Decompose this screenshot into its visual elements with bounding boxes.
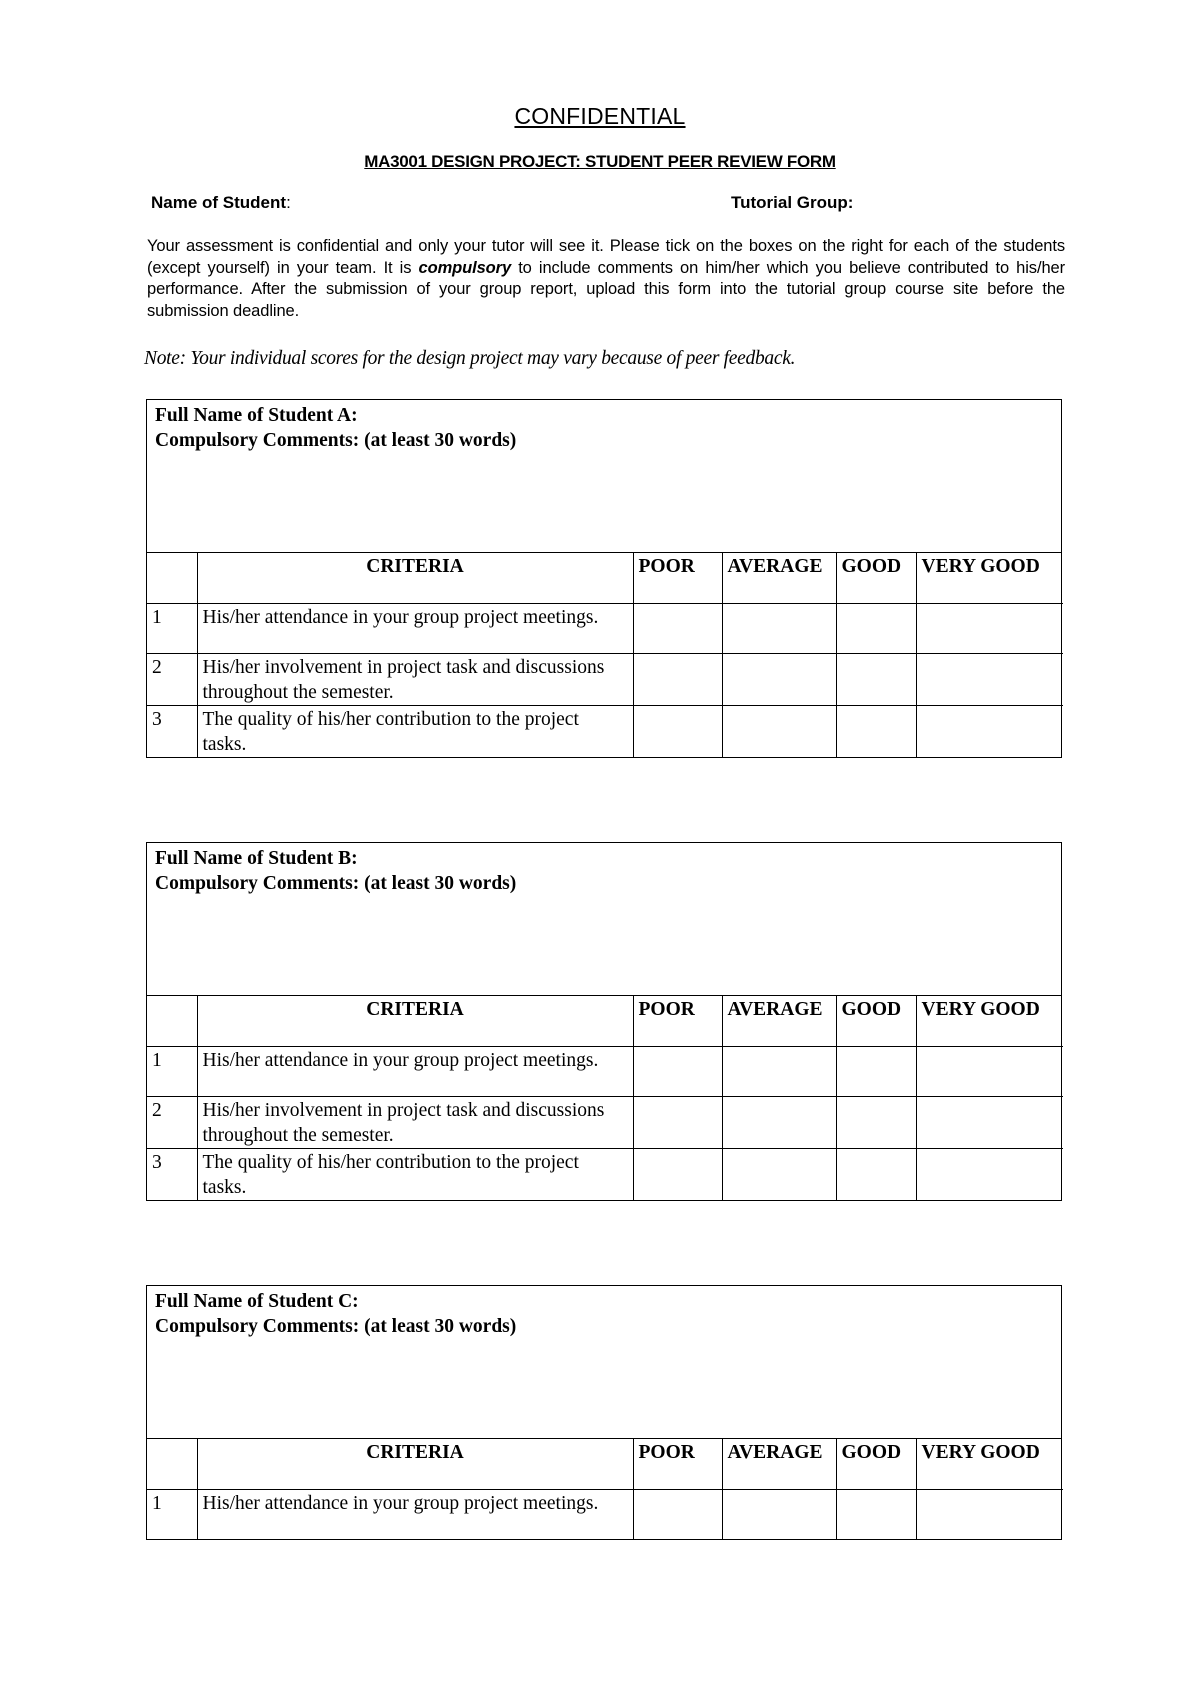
criteria-number: 2 xyxy=(147,653,197,705)
poor-checkbox-cell[interactable] xyxy=(633,1096,722,1148)
criteria-text: His/her involvement in project task and discussions throughout the semester. xyxy=(197,1096,633,1148)
comments-label: Compulsory Comments: (at least 30 words) xyxy=(155,873,517,894)
confidential-heading: CONFIDENTIAL xyxy=(514,103,686,129)
criteria-header-row xyxy=(147,553,1063,603)
average-checkbox-cell[interactable] xyxy=(722,1148,836,1200)
criteria-text: His/her attendance in your group project meetings. xyxy=(197,1046,633,1096)
criteria-header: CRITERIA xyxy=(197,1439,633,1489)
very-good-checkbox-cell[interactable] xyxy=(916,1096,1063,1148)
criteria-header-row xyxy=(147,996,1063,1046)
criteria-row xyxy=(147,1096,1063,1148)
criteria-number: 2 xyxy=(147,1096,197,1148)
poor-checkbox-cell[interactable] xyxy=(633,653,722,705)
average-header: AVERAGE xyxy=(722,996,836,1046)
criteria-text: The quality of his/her contribution to the project tasks. xyxy=(197,1148,633,1200)
poor-header: POOR xyxy=(633,553,722,603)
average-header: AVERAGE xyxy=(722,553,836,603)
criteria-row xyxy=(147,705,1063,757)
good-checkbox-cell[interactable] xyxy=(836,1046,916,1096)
average-checkbox-cell[interactable] xyxy=(722,1046,836,1096)
comments-box[interactable] xyxy=(147,843,1061,996)
poor-checkbox-cell[interactable] xyxy=(633,1148,722,1200)
poor-header: POOR xyxy=(633,1439,722,1489)
poor-checkbox-cell[interactable] xyxy=(633,705,722,757)
review-section-student-c xyxy=(146,1285,1062,1540)
criteria-text: The quality of his/her contribution to the project tasks. xyxy=(197,705,633,757)
instructions-text-2: to include comments on him/her which you believe contributed to his/her performance. After the submission of your group report, upload this form into the tutorial group course site before the submission deadline. xyxy=(147,258,1065,320)
average-checkbox-cell[interactable] xyxy=(722,1096,836,1148)
very-good-checkbox-cell[interactable] xyxy=(916,705,1063,757)
student-name-label: Full Name of Student A: xyxy=(155,405,358,426)
very-good-header: VERY GOOD xyxy=(916,1439,1063,1489)
average-checkbox-cell[interactable] xyxy=(722,603,836,653)
average-checkbox-cell[interactable] xyxy=(722,705,836,757)
instructions-emphasis: compulsory xyxy=(418,258,512,277)
comments-box[interactable] xyxy=(147,400,1061,553)
criteria-number: 1 xyxy=(147,1489,197,1539)
name-of-student-field xyxy=(151,193,291,213)
instructions-paragraph xyxy=(147,236,1065,322)
number-header xyxy=(147,553,197,603)
good-header: GOOD xyxy=(836,996,916,1046)
criteria-header: CRITERIA xyxy=(197,996,633,1046)
poor-checkbox-cell[interactable] xyxy=(633,603,722,653)
very-good-header: VERY GOOD xyxy=(916,553,1063,603)
very-good-header: VERY GOOD xyxy=(916,996,1063,1046)
criteria-row xyxy=(147,1046,1063,1096)
good-checkbox-cell[interactable] xyxy=(836,1489,916,1539)
criteria-table xyxy=(147,996,1063,1200)
comments-box[interactable] xyxy=(147,1286,1061,1439)
good-checkbox-cell[interactable] xyxy=(836,1148,916,1200)
poor-header: POOR xyxy=(633,996,722,1046)
criteria-number: 1 xyxy=(147,1046,197,1096)
poor-checkbox-cell[interactable] xyxy=(633,1046,722,1096)
average-checkbox-cell[interactable] xyxy=(722,653,836,705)
criteria-number: 3 xyxy=(147,1148,197,1200)
good-checkbox-cell[interactable] xyxy=(836,653,916,705)
criteria-text: His/her attendance in your group project meetings. xyxy=(197,603,633,653)
note-text: Note: Your individual scores for the design project may vary because of peer feedback. xyxy=(144,348,796,369)
very-good-checkbox-cell[interactable] xyxy=(916,1046,1063,1096)
name-of-student-colon: : xyxy=(286,193,291,212)
very-good-checkbox-cell[interactable] xyxy=(916,653,1063,705)
criteria-table xyxy=(147,1439,1063,1539)
criteria-header: CRITERIA xyxy=(197,553,633,603)
good-header: GOOD xyxy=(836,1439,916,1489)
student-name-label: Full Name of Student B: xyxy=(155,848,358,869)
criteria-number: 3 xyxy=(147,705,197,757)
average-checkbox-cell[interactable] xyxy=(722,1489,836,1539)
criteria-number: 1 xyxy=(147,603,197,653)
very-good-checkbox-cell[interactable] xyxy=(916,1489,1063,1539)
good-checkbox-cell[interactable] xyxy=(836,603,916,653)
student-name-label: Full Name of Student C: xyxy=(155,1291,359,1312)
very-good-checkbox-cell[interactable] xyxy=(916,1148,1063,1200)
good-checkbox-cell[interactable] xyxy=(836,1096,916,1148)
instructions-text-1: Your assessment is confidential and only your tutor will see it. Please tick on the boxes on the right for each of the students (except yourself) in your team. It is xyxy=(147,237,1065,277)
criteria-row xyxy=(147,1148,1063,1200)
review-section-student-b xyxy=(146,842,1062,1201)
criteria-table xyxy=(147,553,1063,757)
average-header: AVERAGE xyxy=(722,1439,836,1489)
criteria-row xyxy=(147,603,1063,653)
number-header xyxy=(147,1439,197,1489)
criteria-header-row xyxy=(147,1439,1063,1489)
form-title: MA3001 DESIGN PROJECT: STUDENT PEER REVIEW FORM xyxy=(364,152,836,171)
good-header: GOOD xyxy=(836,553,916,603)
criteria-row xyxy=(147,1489,1063,1539)
criteria-row xyxy=(147,653,1063,705)
number-header xyxy=(147,996,197,1046)
criteria-text: His/her attendance in your group project meetings. xyxy=(197,1489,633,1539)
review-section-student-a xyxy=(146,399,1062,758)
comments-label: Compulsory Comments: (at least 30 words) xyxy=(155,1316,517,1337)
tutorial-group-label: Tutorial Group: xyxy=(731,193,854,212)
comments-label: Compulsory Comments: (at least 30 words) xyxy=(155,430,517,451)
very-good-checkbox-cell[interactable] xyxy=(916,603,1063,653)
name-of-student-label: Name of Student xyxy=(151,193,287,212)
poor-checkbox-cell[interactable] xyxy=(633,1489,722,1539)
criteria-text: His/her involvement in project task and discussions throughout the semester. xyxy=(197,653,633,705)
good-checkbox-cell[interactable] xyxy=(836,705,916,757)
